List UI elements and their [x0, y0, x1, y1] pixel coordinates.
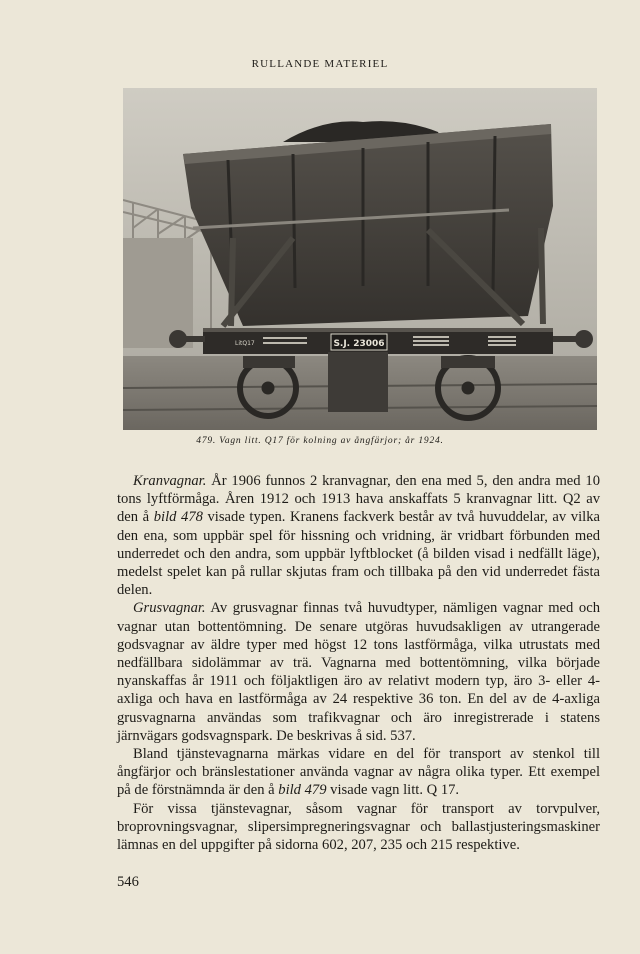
class-code-text: LitQ17: [235, 340, 255, 347]
paragraph-text: visade vagn litt. Q 17.: [326, 782, 460, 799]
axlebox-right: [441, 356, 495, 368]
figure-reference: bild 478: [153, 509, 203, 526]
paragraph-kranvagnar: [117, 472, 600, 599]
figure-caption: 479. Vagn litt. Q17 för kolning av ångfärjor; år 1924.: [196, 436, 444, 446]
running-head: RULLANDE MATERIEL: [251, 58, 389, 70]
body-text: [117, 472, 600, 854]
paragraph-grusvagnar: [117, 599, 600, 745]
axlebox-left: [243, 356, 295, 368]
paragraph-lead: Grusvagnar.: [133, 600, 206, 617]
paragraph-text: För vissa tjänstevagnar, såsom vagnar för transport av torvpulver, broprovningsvagnar, slipersimpregneringsvagnar och ballastjusteringsmaskiner lämnas en del uppgifter på sidorna 602, 207, 235 och 215 respektive.: [117, 800, 600, 854]
paragraph-lead: Kranvagnar.: [133, 473, 207, 489]
paragraph-text: År 1906 funnos 2 kranvagnar, den ena med 5, den andra med 10 tons lyftförmåga. Åren 1912 och 1913 hava anskaffats 5 kranvagnar litt. Q2 av den å: [117, 473, 600, 526]
page-number: 546: [117, 874, 139, 890]
figure-reference: bild 479: [278, 782, 327, 799]
paragraph-text: Bland tjänstevagnarna märkas vidare en del för transport av stenkol till ångfärjor och bränslestationer använda vagnar av några olika typer. Ett exempel på de förstnämnda är den å: [117, 746, 600, 799]
paragraph-tjanstevagnar: [117, 745, 600, 800]
figure-photo: [123, 88, 597, 430]
paragraph-text: Av grusvagnar finnas två huvudtyper, nämligen vagnar med och vagnar utan bottentömning. De senare utgöras huvudsakligen av utrangerade godsvagnar av äldre typer med högst 12 tons lastförmåga, vilka utrustats med nedfällbara sidolämmar av trä. Vagnarna med bottentömning, vilka började nyanskaffas år 1911 och följaktligen äro av relativt modern typ, äro 3- eller 4-axliga och hava en lastförmåga av 24 respektive 36 ton. En del av de 4-axliga grusvagnarna användas som trafikvagnar och äro inregistrerade i statens järnvägars godsvagnspark. De beskrivas å sid. 537.: [117, 600, 600, 744]
paragraph-text: visade typen. Kranens fackverk består av två huvuddelar, av vilka den ena, som uppbär spel för hissning och vridning, är vridbart förbunden med underredet och den andra, som uppbär lyftblocket (å bilden visad i nedfällt läge), medelst spelet kan på rullar skjutas fram och tillbaka på den vid underredet fästa delen.: [117, 509, 600, 599]
discharge-chute: [328, 352, 388, 412]
number-plate-text: S.J. 23006: [333, 339, 385, 349]
hopper-wagon-photo: [123, 88, 597, 430]
paragraph-ovriga: [117, 800, 600, 855]
